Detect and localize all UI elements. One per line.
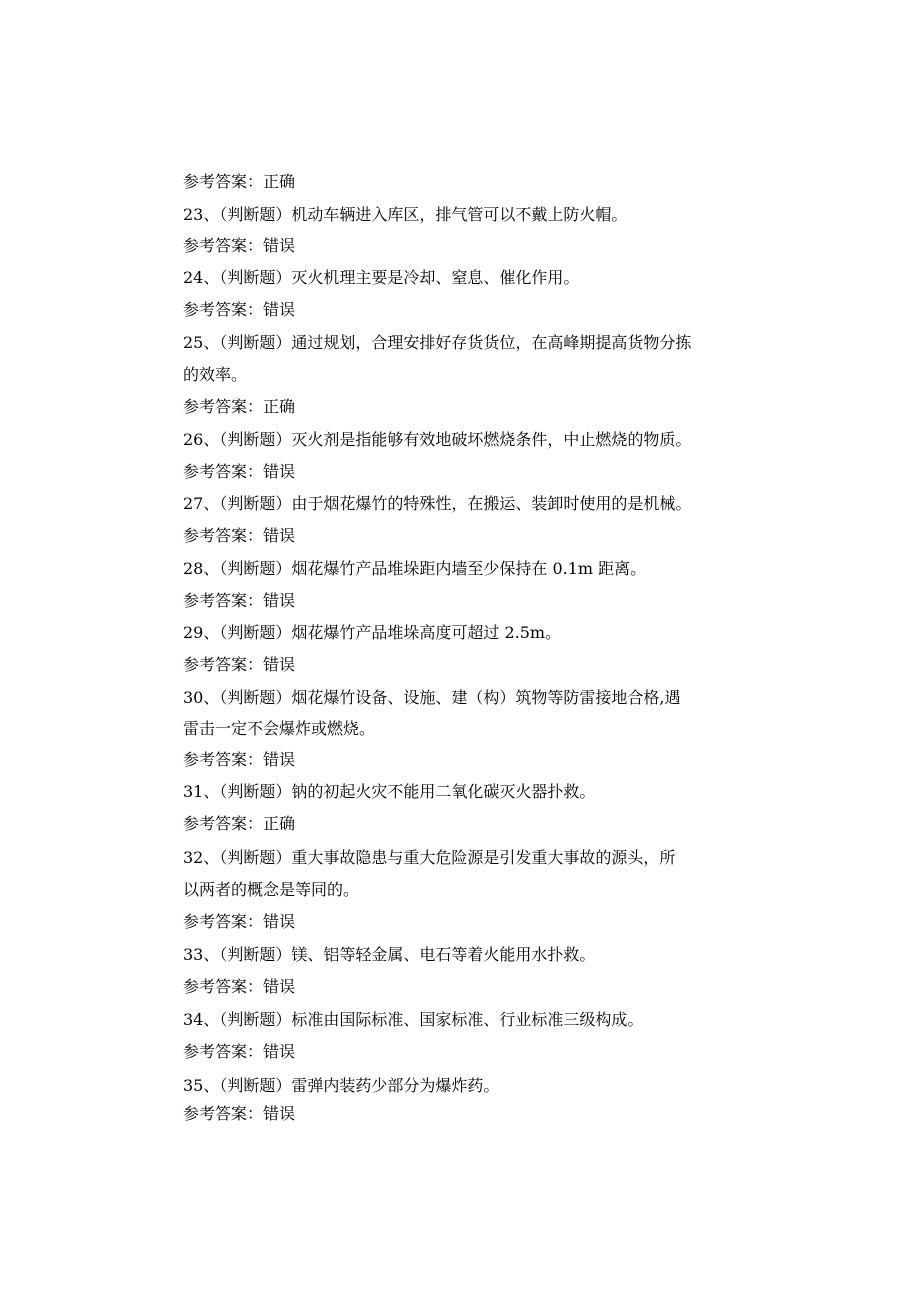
question-line-28: 28、（判断题）烟花爆竹产品堆垛距内墙至少保持在 0.1m 距离。 bbox=[183, 559, 647, 578]
question-line-27: 27、（判断题）由于烟花爆竹的特殊性，在搬运、装卸时使用的是机械。 bbox=[183, 494, 692, 513]
answer-line: 参考答案：错误 bbox=[183, 462, 296, 481]
answer-line: 参考答案：错误 bbox=[183, 977, 296, 996]
question-line-24: 24、（判断题）灭火机理主要是冷却、窒息、催化作用。 bbox=[183, 268, 580, 287]
question-line-25: 25、（判断题）通过规划，合理安排好存货货位，在高峰期提高货物分拣 bbox=[183, 333, 692, 352]
answer-line: 参考答案：错误 bbox=[183, 750, 296, 769]
question-line-31: 31、（判断题）钠的初起火灾不能用二氧化碳灭火器扑救。 bbox=[183, 782, 596, 801]
answer-line: 参考答案：错误 bbox=[183, 912, 296, 931]
answer-line: 参考答案：错误 bbox=[183, 236, 296, 255]
question-line-34: 34、（判断题）标准由国际标准、国家标准、行业标准三级构成。 bbox=[183, 1010, 644, 1029]
question-line-25-cont: 的效率。 bbox=[183, 365, 248, 384]
question-line-33: 33、（判断题）镁、铝等轻金属、电石等着火能用水扑救。 bbox=[183, 945, 596, 964]
question-line-30: 30、（判断题）烟花爆竹设备、设施、建（构）筑物等防雷接地合格,遇 bbox=[183, 688, 681, 707]
answer-line: 参考答案：正确 bbox=[183, 172, 296, 191]
question-line-30-cont: 雷击一定不会爆炸或燃烧。 bbox=[183, 719, 376, 738]
answer-line: 参考答案：错误 bbox=[183, 1104, 296, 1123]
question-line-35: 35、（判断题）雷弹内装药少部分为爆炸药。 bbox=[183, 1076, 500, 1095]
answer-line: 参考答案：正确 bbox=[183, 814, 296, 833]
answer-line: 参考答案：错误 bbox=[183, 300, 296, 319]
question-line-26: 26、（判断题）灭火剂是指能够有效地破坏燃烧条件，中止燃烧的物质。 bbox=[183, 430, 692, 449]
answer-line: 参考答案：错误 bbox=[183, 655, 296, 674]
answer-line: 参考答案：错误 bbox=[183, 1042, 296, 1061]
answer-line: 参考答案：正确 bbox=[183, 397, 296, 416]
question-line-32: 32、（判断题）重大事故隐患与重大危险源是引发重大事故的源头，所 bbox=[183, 848, 676, 867]
question-line-23: 23、（判断题）机动车辆进入库区，排气管可以不戴上防火帽。 bbox=[183, 205, 628, 224]
answer-line: 参考答案：错误 bbox=[183, 526, 296, 545]
answer-line: 参考答案：错误 bbox=[183, 591, 296, 610]
question-line-32-cont: 以两者的概念是等同的。 bbox=[183, 880, 360, 899]
question-line-29: 29、（判断题）烟花爆竹产品堆垛高度可超过 2.5m。 bbox=[183, 623, 562, 642]
